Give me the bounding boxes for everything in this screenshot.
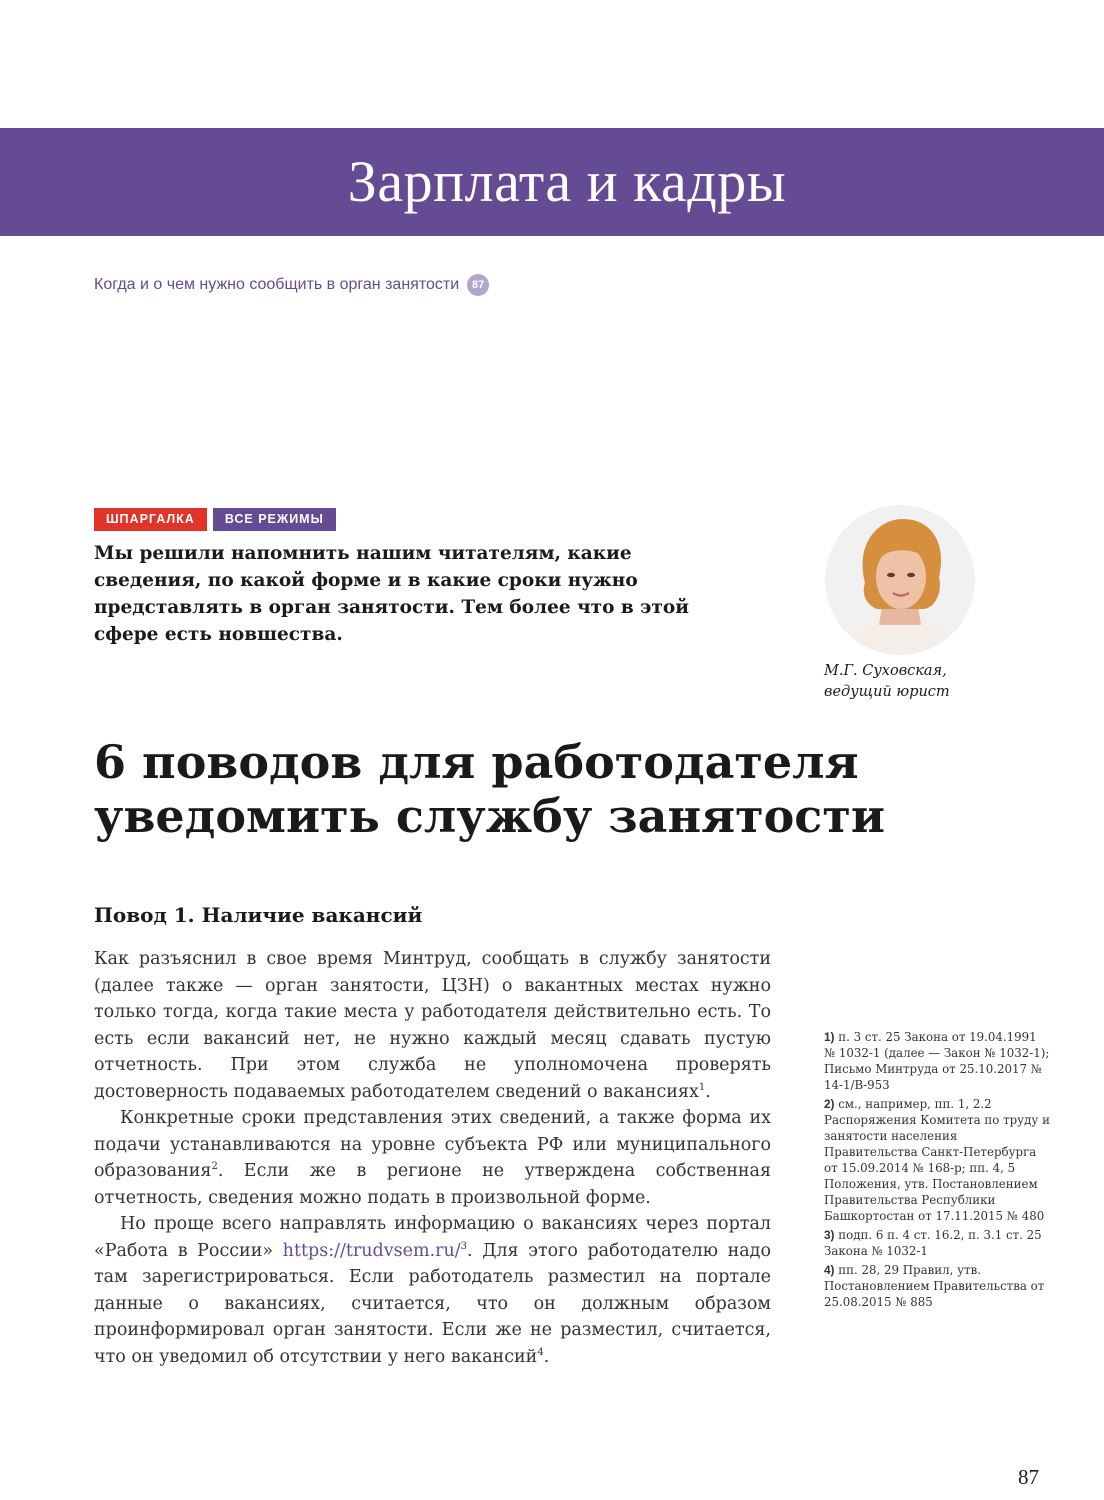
article-headline — [94, 735, 994, 843]
author-portrait-illustration — [825, 505, 975, 655]
author-photo — [825, 505, 975, 655]
article-body — [94, 946, 771, 1370]
article-tags — [94, 508, 336, 531]
footnote-ref-3[interactable]: 3 — [460, 1240, 468, 1252]
footnotes-sidebar — [824, 1029, 1050, 1313]
author-caption — [824, 661, 950, 703]
author-name: М.Г. Суховская, — [824, 663, 947, 679]
headline-line-1: 6 поводов для работодателя — [94, 735, 859, 789]
trudvsem-link[interactable]: https://trudvsem.ru/ — [282, 1240, 461, 1261]
author-role: ведущий юрист — [824, 684, 950, 700]
headline-line-2: уведомить службу занятости — [94, 789, 885, 843]
paragraph-3: Но проще всего направлять информацию о вакансиях через портал «Работа в России» https://trudvsem.ru/$^3$. Для этого работодателю надо там зарегистрироваться. Если работодатель разместил на портале данные о вакансиях, считается, что он должным образом проинформировал орган занятости. Если же не разместил, считается, что он уведомил об отсутствии у него вакансий$^4$. — [94, 1214, 771, 1367]
footnote-ref-2[interactable]: 2 — [211, 1161, 218, 1173]
banner-scalloped-edge-top — [0, 128, 1104, 132]
tag-cheatsheet: ШПАРГАЛКА — [94, 508, 207, 531]
section-title: Зарплата и кадры — [347, 149, 787, 214]
page-number: 87 — [1018, 1465, 1039, 1489]
section-banner — [0, 128, 1104, 236]
footnote-3: 3) подп. 6 п. 4 ст. 16.2, п. 3.1 ст. 25 Закона № 1032-1 — [824, 1228, 1042, 1258]
toc-page-badge: 87 — [467, 274, 489, 296]
footnote-2: 2) см., например, пп. 1, 2.2 Распоряжения Комитета по труду и занятости населения Правительства Санкт-Петербурга от 15.09.2014 № 168-р; пп. 4, 5 Положения, утв. Постановлением Правительства Республики Башкортостан от 17.11.2015 № 480 — [824, 1097, 1050, 1223]
footnote-1: 1) п. 3 ст. 25 Закона от 19.04.1991 № 1032-1 (далее — Закон № 1032-1); Письмо Минтруда от 25.10.2017 № 14-1/В-953 — [824, 1030, 1050, 1092]
footnote-ref-4[interactable]: 4 — [537, 1346, 544, 1358]
footnote-ref-1[interactable]: 1 — [698, 1081, 706, 1093]
paragraph-2: Конкретные сроки представления этих сведений, а также форма их подачи устанавливаются на уровне субъекта РФ или муниципального образования$^2$. Если же в регионе не утверждена собственная отчетность, сведения можно подать в произвольной форме. — [94, 1108, 771, 1208]
article-lead: Мы решили напомнить нашим читателям, какие сведения, по какой форме и в какие сроки нужно представлять в орган занятости. Тем более что в этой сфере есть новшества. — [94, 543, 689, 645]
toc-entry-text: Когда и о чем нужно сообщить в орган занятости — [94, 276, 460, 293]
tag-all-regimes: ВСЕ РЕЖИМЫ — [213, 508, 336, 531]
banner-scalloped-edge-bottom — [0, 232, 1104, 236]
subsection-title: Повод 1. Наличие вакансий — [94, 903, 423, 927]
paragraph-1: Как разъяснил в свое время Минтруд, сообщать в службу занятости (далее также — орган занятости, ЦЗН) о вакантных местах нужно только тогда, когда такие места у работодателя действительно есть. То есть если вакансий нет, не нужно каждый месяц сдавать пустую отчетность. При этом служба не уполномочена проверять достоверность подаваемых работодателем сведений о вакансиях$^1$. — [94, 949, 771, 1102]
toc-entry[interactable] — [94, 273, 489, 297]
footnote-4: 4) пп. 28, 29 Правил, утв. Постановлением Правительства от 25.08.2015 № 885 — [824, 1263, 1045, 1309]
